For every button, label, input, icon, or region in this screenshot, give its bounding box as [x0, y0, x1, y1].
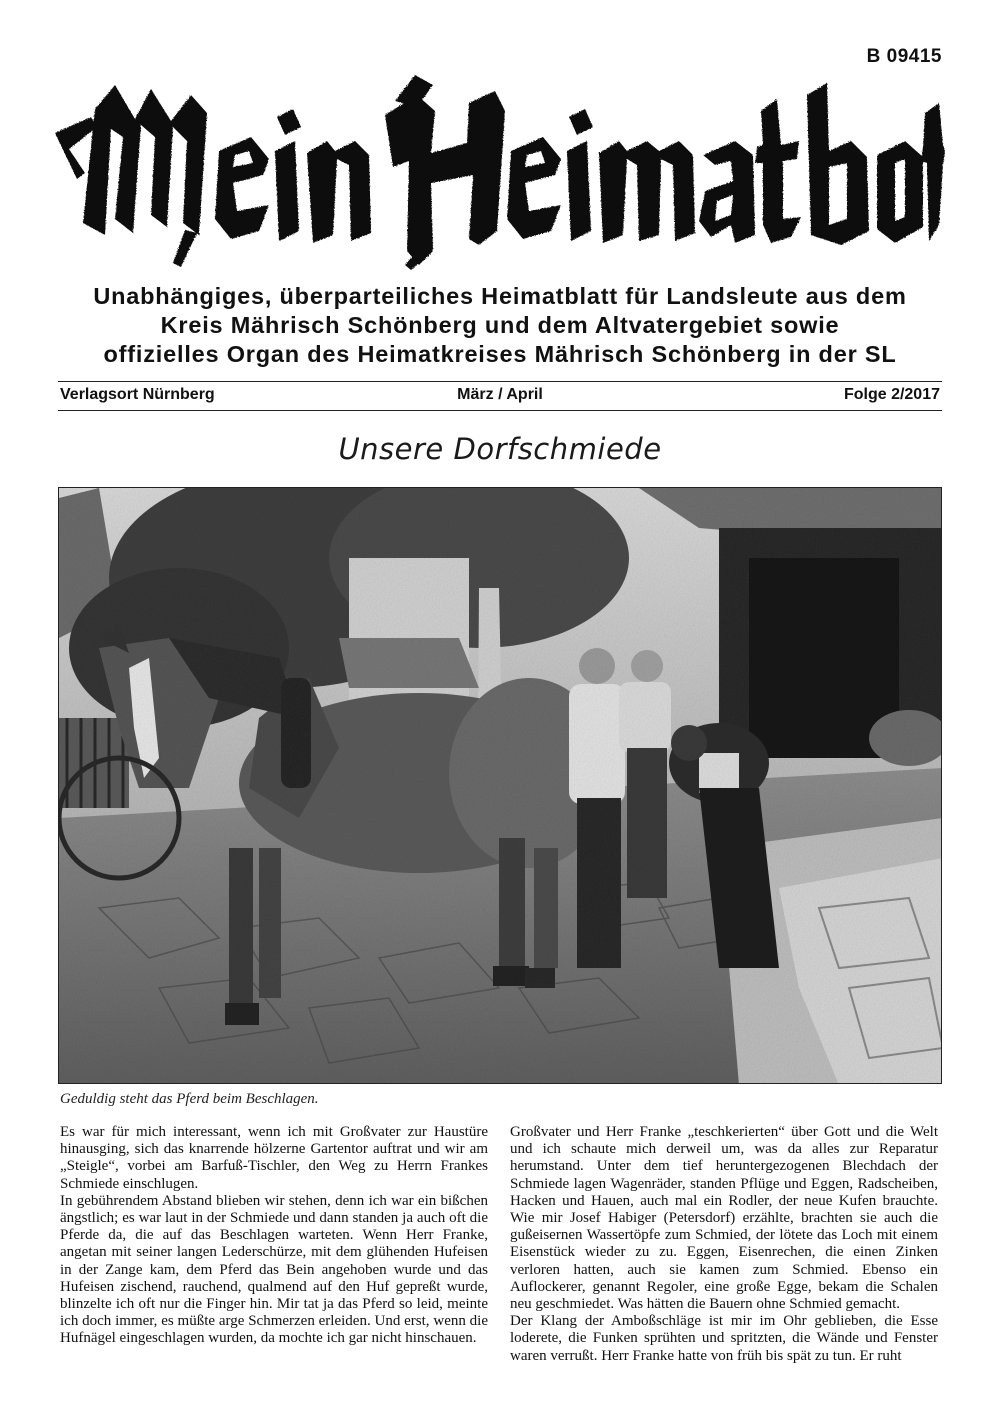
- paragraph: Großvater und Herr Franke „teschkerierten“ über Gott und die Welt und ich schaute mich derweil um, was da alles zur Reparatur herumstand. Unter dem tief heruntergezogenen Blechdach der Schmiede lagen Wagenräder, standen Pflüge und Eggen, Radscheiben, Hacken und Hauen, auch mal ein Rodler, der neue Kufen brauchte. Wie mir Josef Habiger (Petersdorf) erzählte, brachten sie auch die gußeisernen Wassertöpfe zum Schmied, der lötete das Loch mit einem Eisenstück wieder zu zu. Eggen, Eisenrechen, die einen Zinken verloren hatten, auch sie kamen zum Schmied. Ebenso ein Auflockerer, genannt Regoler, eine große Egge, bekam die Schalen neu geschmiedet. Was hätten die Bauern ohne Schmied gemacht.: [510, 1124, 938, 1313]
- masthead-logo: [55, 55, 945, 270]
- subtitle-line-1: Unabhängiges, überparteiliches Heimatblatt für Landsleute aus dem: [93, 283, 907, 309]
- paragraph: Es war für mich interessant, wenn ich mit Großvater zur Haustüre hinausging, sich das knarrende hölzerne Gartentor auftrat und wir am „Steigle“, vorbei am Barfuß-Tischler, den Weg zu Herrn Frankes Schmiede einschlugen.: [60, 1124, 488, 1192]
- article-column-left: [60, 1124, 488, 1348]
- paragraph: In gebührendem Abstand blieben wir stehen, denn ich war ein bißchen ängstlich; es war laut in der Schmiede und dann standen ja auch oft die Pferde da, die auf das Beschlagen warteten. Wenn Herr Franke, angetan mit seiner langen Lederschürze, mit dem glühenden Hufeisen in der Zange kam, dem Pferd das Bein angehoben wurde und das Hufeisen zischend, rauchend, qualmend auf den Huf gepreßt wurde, blinzelte ich oft nur die Finger hin. Mir tat ja das Pferd so leid, meinte ich doch immer, es müßte arge Schmerzen erleiden. Und erst, wenn die Hufnägel eingeschlagen wurden, da mochte ich gar nicht hinschauen.: [60, 1192, 488, 1347]
- issue-code: B 09415: [866, 46, 942, 67]
- photo-caption: Geduldig steht das Pferd beim Beschlagen.: [60, 1091, 319, 1107]
- subtitle: [40, 282, 960, 369]
- subtitle-line-3: offizielles Organ des Heimatkreises Mährisch Schönberg in der SL: [103, 341, 897, 367]
- photo-illustration: [59, 488, 942, 1084]
- subtitle-line-2: Kreis Mährisch Schönberg und dem Altvatergebiet sowie: [160, 312, 840, 338]
- publication-place: Verlagsort Nürnberg: [60, 386, 215, 403]
- issue-date: März / April: [457, 386, 543, 403]
- info-bar: [58, 381, 942, 411]
- article-column-right: [510, 1124, 938, 1365]
- article-title: Unsere Dorfschmiede: [338, 432, 662, 466]
- blacksmith-photo: [58, 487, 942, 1084]
- paragraph: Der Klang der Amboßschläge ist mir im Ohr geblieben, die Esse loderete, die Funken sprühten und spritzten, die Wände und Fenster waren verrußt. Herr Franke hatte von früh bis spät zu tun. Er ruht: [510, 1313, 938, 1364]
- issue-number: Folge 2/2017: [843, 386, 940, 403]
